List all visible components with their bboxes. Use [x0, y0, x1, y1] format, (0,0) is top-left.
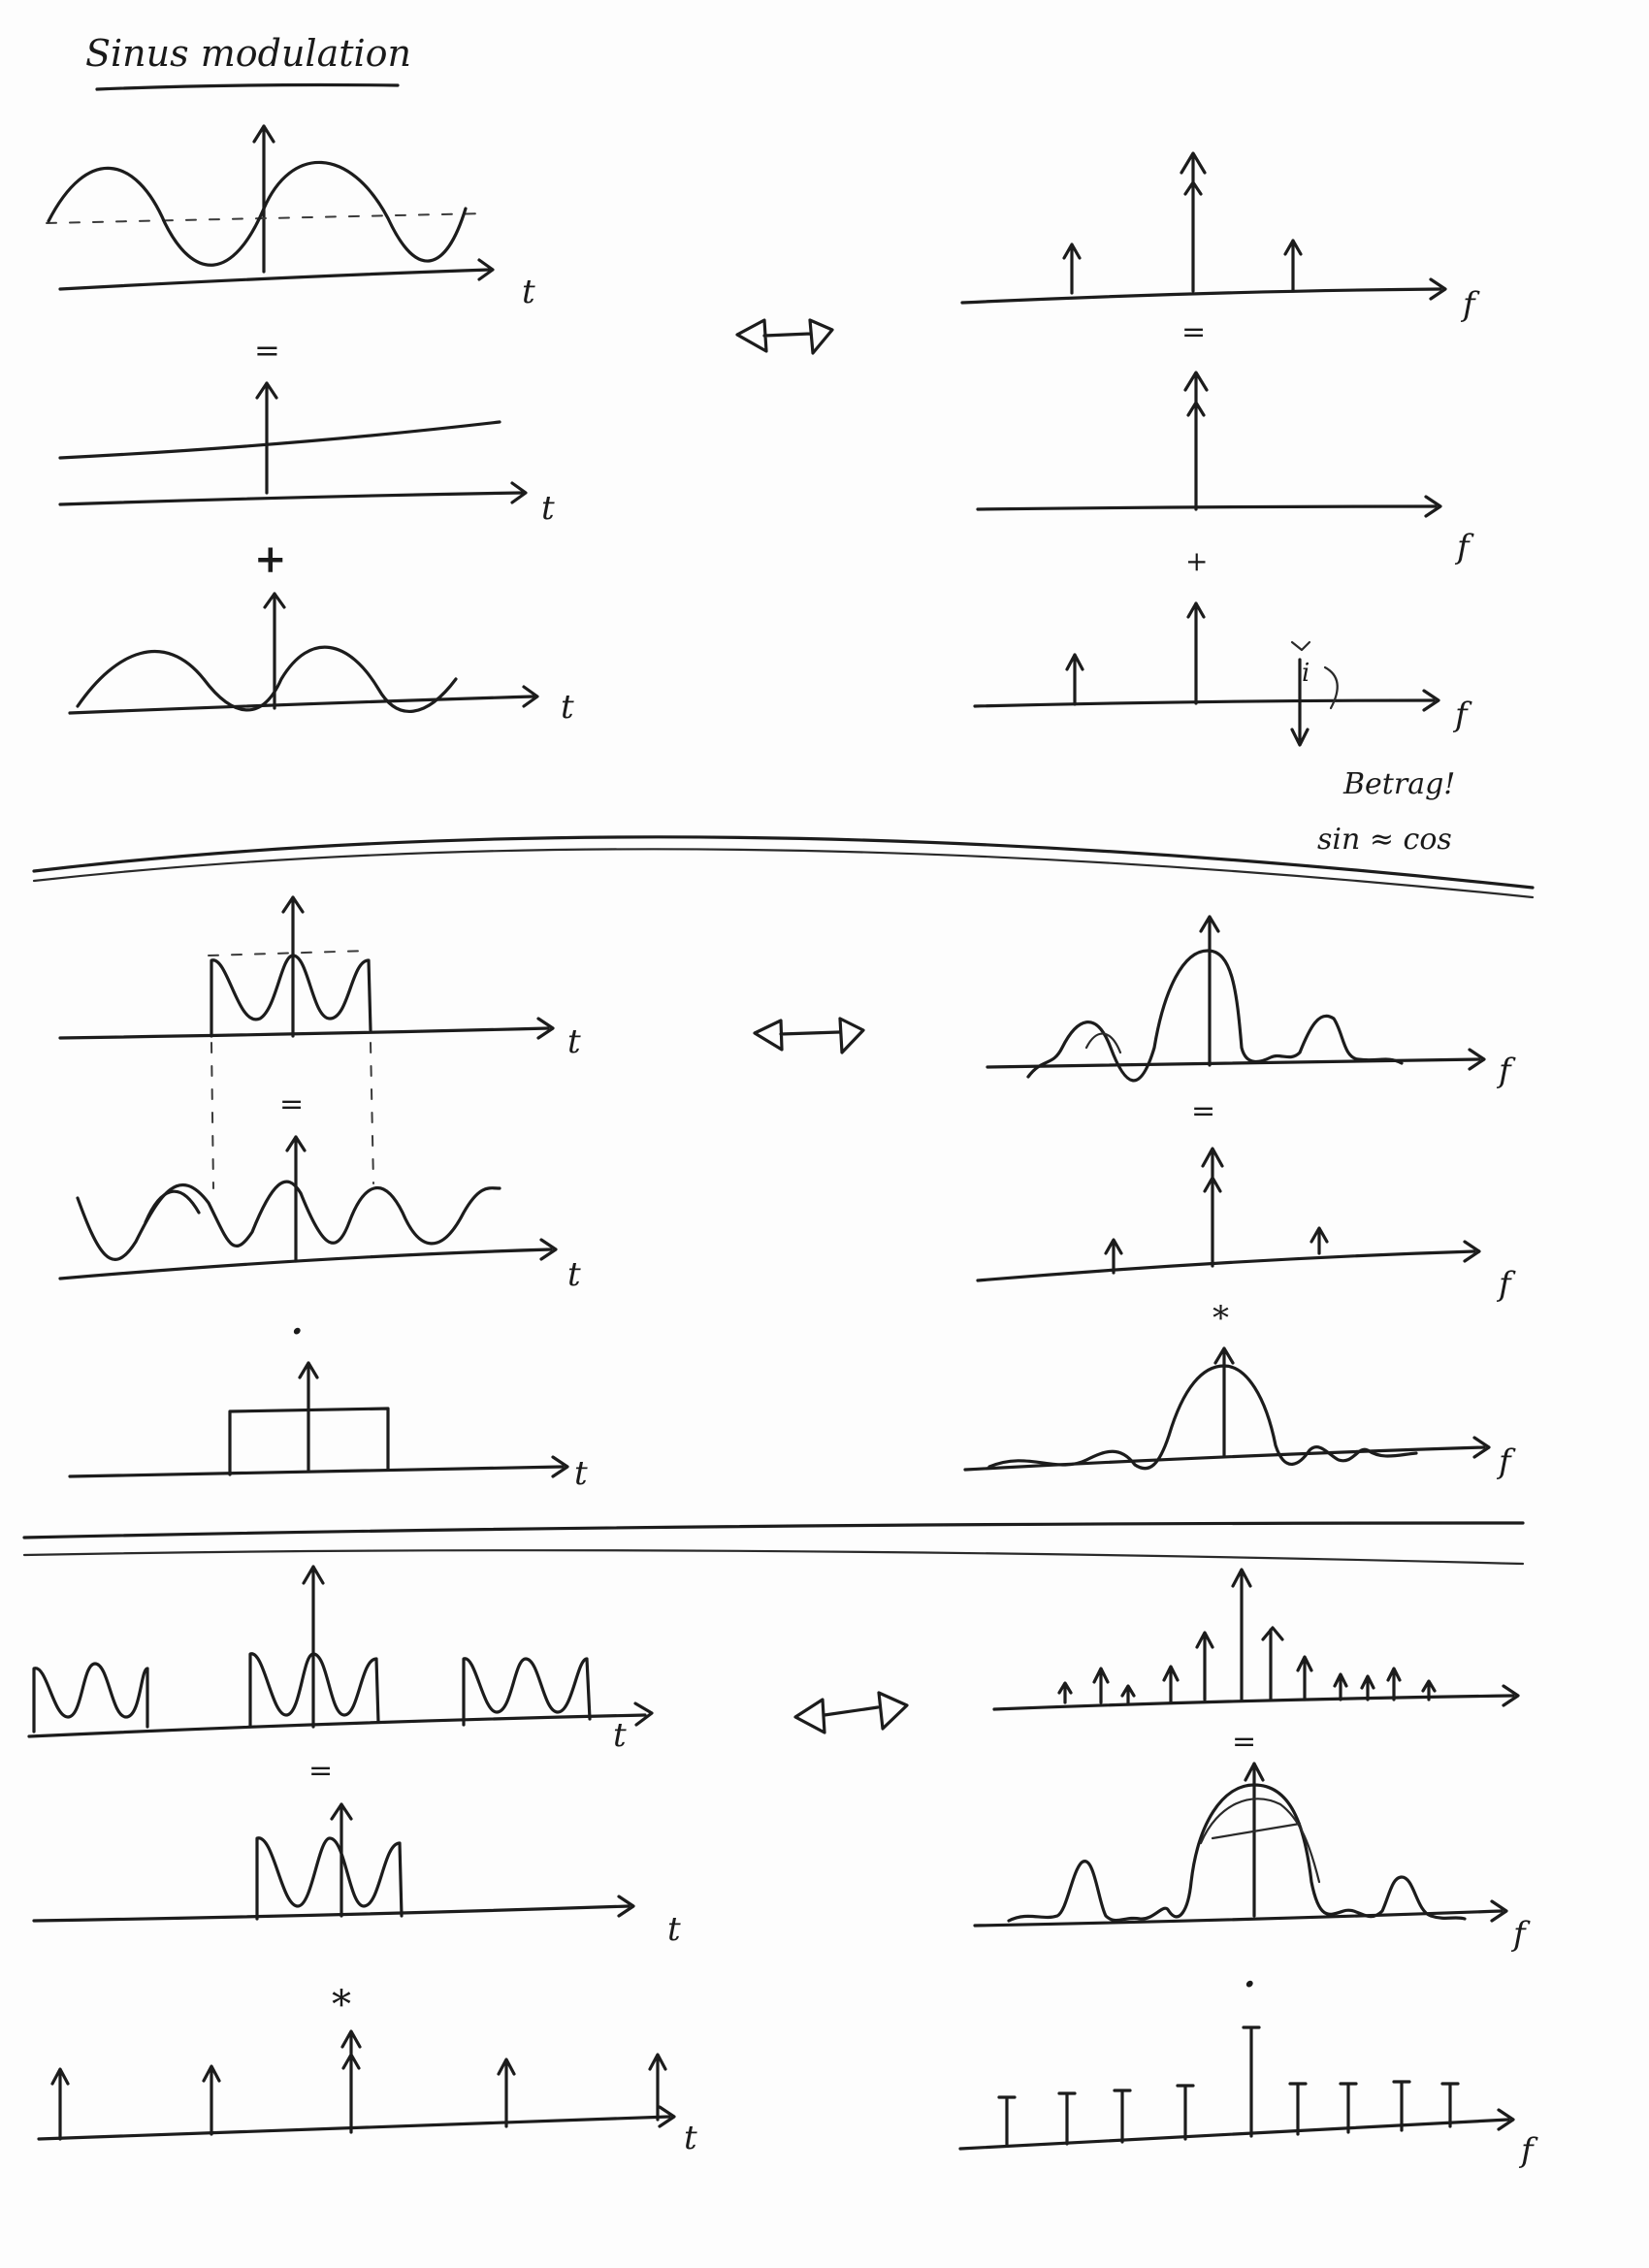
time-axis [60, 270, 490, 289]
imaginary-unit: i [1302, 659, 1310, 688]
section-divider-double [24, 1550, 1523, 1564]
s3-freq-plot-shifted-sincs [975, 1764, 1531, 1954]
y-axis-arrow [304, 1567, 323, 1727]
freq-axis [994, 1696, 1513, 1709]
comb-line [1290, 2084, 1306, 2134]
fourier-pair-symbol-2 [755, 1019, 863, 1053]
equals-sign: = [279, 1087, 305, 1121]
spectral-line [1122, 1686, 1134, 1702]
y-axis-arrow [257, 383, 276, 493]
dc-level-line [60, 422, 500, 458]
s2-freq-plot-three-deltas [978, 1149, 1516, 1304]
s1-freq-plot-center-delta [978, 373, 1474, 567]
time-label: t [567, 1255, 581, 1294]
s2-freq-plot-shifted-sincs [987, 917, 1516, 1090]
freq-label: f [1463, 285, 1475, 324]
window-edge-guide-right [371, 1043, 373, 1183]
s2-time-plot-cosine [60, 1137, 581, 1294]
equals-sign: = [1191, 1094, 1216, 1128]
spectral-line [1094, 1669, 1108, 1702]
section-divider-double [34, 849, 1533, 897]
spectral-line [1388, 1669, 1400, 1700]
burst-right [464, 1659, 590, 1725]
equals-sign: = [1181, 315, 1207, 349]
time-label: t [541, 489, 555, 528]
fourier-pair-symbol-1 [737, 320, 832, 353]
s3-freq-plot-dirac-comb [960, 2027, 1538, 2170]
comb-delta [499, 2059, 514, 2126]
freq-axis [960, 2120, 1508, 2149]
burst-left [34, 1664, 147, 1732]
freq-axis [975, 700, 1434, 706]
raised-cosine-curve [48, 162, 466, 265]
overdrawn-lobe [146, 1191, 199, 1222]
spectrum-curve [1009, 1785, 1465, 1921]
left-delta-up [1067, 655, 1083, 704]
time-axis [60, 493, 522, 504]
y-axis-arrow [254, 126, 274, 272]
time-label: t [574, 1454, 588, 1493]
time-axis [39, 2117, 669, 2139]
windowed-cosine-curve [211, 956, 371, 1036]
convolve-sign: * [1212, 1299, 1229, 1338]
freq-label: f [1499, 1442, 1511, 1481]
multiply-sign: · [1244, 1964, 1256, 2005]
s3-time-plot-dirac-comb [39, 2031, 697, 2157]
freq-axis [975, 1911, 1502, 1926]
center-delta [1203, 1149, 1222, 1266]
s3-time-plot-single-burst [34, 1804, 681, 1949]
plus-sign: + [254, 536, 287, 582]
comb-line [1394, 2082, 1409, 2130]
y-axis-arrow [332, 1804, 351, 1916]
time-label: t [667, 1910, 681, 1949]
s3-freq-plot-line-spectrum [994, 1570, 1518, 1709]
s2-time-plot-windowed-cosine [60, 897, 581, 1061]
time-axis [29, 1715, 645, 1736]
comb-line [1341, 2084, 1356, 2132]
time-label: t [613, 1716, 627, 1755]
freq-label: f [1513, 1915, 1526, 1954]
s2-freq-plot-sinc [965, 1348, 1516, 1481]
mean-level-dashed [47, 213, 485, 223]
comb-line [999, 2097, 1015, 2146]
freq-label: f [1457, 528, 1470, 567]
fourier-pair-symbol-3 [795, 1693, 907, 1733]
right-delta [1285, 241, 1301, 291]
comb-line [1115, 2090, 1130, 2142]
freq-label: f [1499, 1265, 1511, 1304]
equals-sign: = [1232, 1725, 1257, 1759]
time-axis [60, 1028, 548, 1038]
freq-label: f [1521, 2131, 1534, 2170]
center-delta [1188, 603, 1204, 703]
raised-cosine-curve [78, 1182, 500, 1259]
s2-time-plot-rect-window [70, 1363, 588, 1493]
time-label: t [567, 1022, 581, 1061]
note-magnitude: Betrag! [1343, 767, 1456, 801]
freq-axis [987, 1059, 1479, 1067]
overdrawn-sidelobe [1086, 1034, 1120, 1053]
s3-time-plot-periodic-bursts [29, 1567, 652, 1755]
equals-sign: = [254, 332, 280, 369]
spectral-line [1263, 1628, 1282, 1700]
multiply-sign: · [291, 1312, 304, 1352]
comb-delta [52, 2069, 68, 2139]
time-axis [34, 1906, 629, 1921]
mean-level-dashed [209, 951, 369, 956]
freq-axis [962, 289, 1440, 303]
window-edge-guide-left [211, 1043, 213, 1188]
freq-label: f [1455, 696, 1468, 734]
comb-line [1059, 2093, 1075, 2144]
comb-line [1442, 2084, 1458, 2126]
overdrawn-stroke [1212, 1824, 1300, 1838]
spectral-line-center [1233, 1570, 1250, 1700]
s1-freq-plot-three-deltas [962, 153, 1480, 324]
title-underline [97, 85, 398, 90]
spectral-line [1362, 1676, 1374, 1700]
left-delta [1064, 244, 1080, 293]
spectral-line [1197, 1633, 1212, 1700]
equals-sign: = [308, 1754, 334, 1788]
time-label: t [522, 273, 535, 311]
comb-delta-center [342, 2031, 360, 2132]
y-axis-arrow [300, 1363, 317, 1470]
freq-axis [978, 506, 1436, 509]
spectral-line [1335, 1674, 1346, 1700]
center-delta [1181, 153, 1205, 291]
freq-label: f [1499, 1052, 1511, 1090]
overdrawn-main-lobe [1201, 1798, 1319, 1882]
time-label: t [561, 688, 574, 727]
page-title: Sinus modulation [85, 32, 412, 75]
right-delta-tick [1292, 642, 1310, 650]
time-axis [70, 697, 534, 713]
comb-line-center [1244, 2027, 1259, 2136]
windowed-cosine-burst [257, 1838, 402, 1919]
time-axis [70, 1467, 563, 1476]
y-axis-arrow [283, 897, 303, 1036]
spectral-line [1298, 1657, 1311, 1700]
y-axis-arrow [1201, 917, 1218, 1065]
s1-time-plot-sine [70, 594, 574, 727]
freq-axis [978, 1251, 1474, 1280]
section-divider [24, 1523, 1523, 1538]
center-delta [1185, 373, 1207, 509]
comb-delta [204, 2066, 219, 2134]
convolve-sign: * [332, 1983, 351, 2027]
s1-freq-plot-imaginary-deltas [975, 603, 1472, 745]
spectral-line [1059, 1683, 1071, 1702]
right-delta [1311, 1228, 1327, 1253]
s1-time-plot-dc [60, 383, 555, 528]
left-delta [1106, 1240, 1121, 1273]
plus-sign: + [1185, 545, 1209, 577]
spectral-line [1164, 1667, 1178, 1702]
time-label: t [684, 2119, 697, 2157]
note-sin-cos: sin ≈ cos [1317, 823, 1452, 857]
s1-time-plot-cosine [47, 126, 535, 311]
time-axis [60, 1249, 551, 1279]
comb-line [1178, 2086, 1193, 2139]
